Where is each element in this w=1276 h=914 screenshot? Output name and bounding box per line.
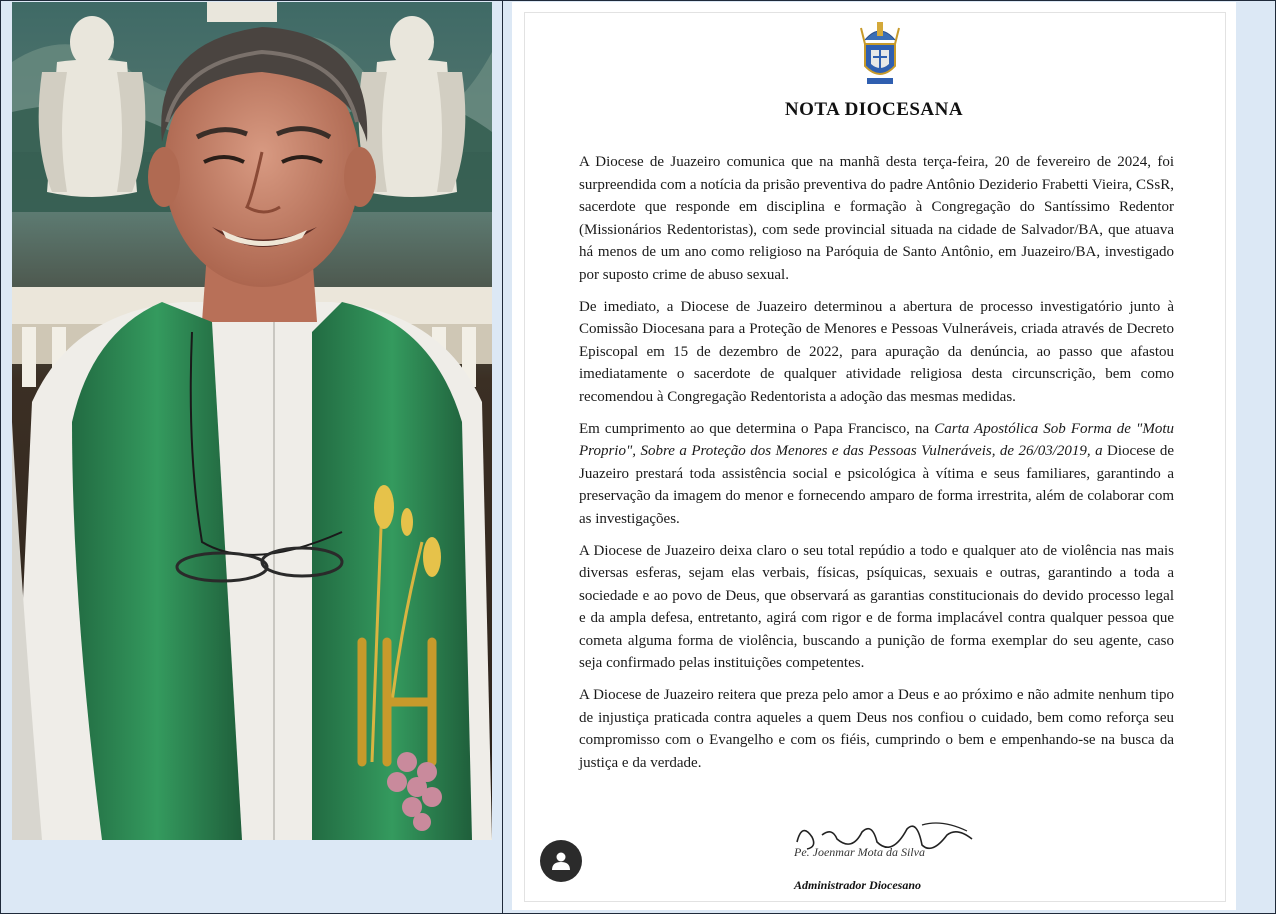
paragraph-3-citation: Carta Apostólica Sob Forma de "Motu Proprio", Sobre a Proteção dos Menores e das Pessoas Vulneráveis, de 26/03/2019, a — [579, 420, 1174, 460]
user-avatar-button[interactable] — [540, 840, 582, 882]
paragraph-3-start: Em cumprimento ao que determina o Papa Francisco, na — [579, 420, 935, 437]
panel-divider — [502, 0, 503, 914]
paragraph-5: A Diocese de Juazeiro reitera que preza pelo amor a Deus e ao próximo e não admite nenhum tipo de injustiça praticada contra aqueles a quem Deus nos confiou o cuidado, bem como reforça seu compromisso com o Evangelho e com os fiéis, cumprindo o bem e empenhando-se na busca da justiça e da verdade. — [579, 687, 1174, 771]
paragraph-3-end: Diocese de Juazeiro prestará toda assistência social e psicológica à vítima e seus familiares, garantindo a preservação da imagem do menor e fornecendo amparo de forma irrestrita, além de colaborar com as investigações. — [579, 443, 1174, 527]
paragraph-4: A Diocese de Juazeiro deixa claro o seu total repúdio a todo e qualquer ato de violência nas mais diversas esferas, sejam elas verbais, físicas, psíquicas, sexuais e outras, garantindo a toda a sociedade e ao povo de Deus, que observará as garantias constitucionais do devido processo legal e da ampla defesa, entretanto, agirá com rigor e de forma implacável contra qualquer pessoa que cometa alguma forma de violência, buscando a punição de forma exemplar do seu agente, caso seja confirmado pelas instituições competentes. — [579, 542, 1174, 672]
paragraph-3 — [579, 418, 1174, 531]
diocese-coat-of-arms-icon — [855, 20, 905, 90]
paragraph-2: De imediato, a Diocese de Juazeiro determinou a abertura de processo investigatório junto à Comissão Diocesana para a Proteção de Menores e Pessoas Vulneráveis, criada através de Decreto Episcopal em 15 de dezembro de 2022, para apuração da denúncia, ao passo que afastou imediatamente o sacerdote de qualquer atividade religiosa desta circunscrição, bem como recomendou à Congregação Redentorista a adoção das mesmas medidas. — [579, 298, 1174, 405]
signature-role: Administrador Diocesano — [794, 878, 922, 892]
document-page — [512, 2, 1236, 910]
priest-portrait-photo — [12, 2, 492, 840]
user-avatar-icon — [551, 851, 571, 871]
signature-name: Pe. Joenmar Mota da Silva — [794, 845, 925, 859]
document-title: NOTA DIOCESANA — [784, 99, 964, 120]
document-body — [579, 151, 1174, 783]
paragraph-1: A Diocese de Juazeiro comunica que na manhã desta terça-feira, 20 de fevereiro de 2024, foi surpreendida com a notícia da prisão preventiva do padre Antônio Deziderio Frabetti Vieira, CSsR, sacerdote que responde em disciplina e formação à Congregação do Santíssimo Redentor (Missionários Redentoristas), com sede provincial situada na cidade de Salvador/BA, que atuava há menos de um ano como religioso na Paróquia de Santo Antônio, em Juazeiro/BA, investigado por suposto crime de abuso sexual. — [579, 154, 1174, 283]
